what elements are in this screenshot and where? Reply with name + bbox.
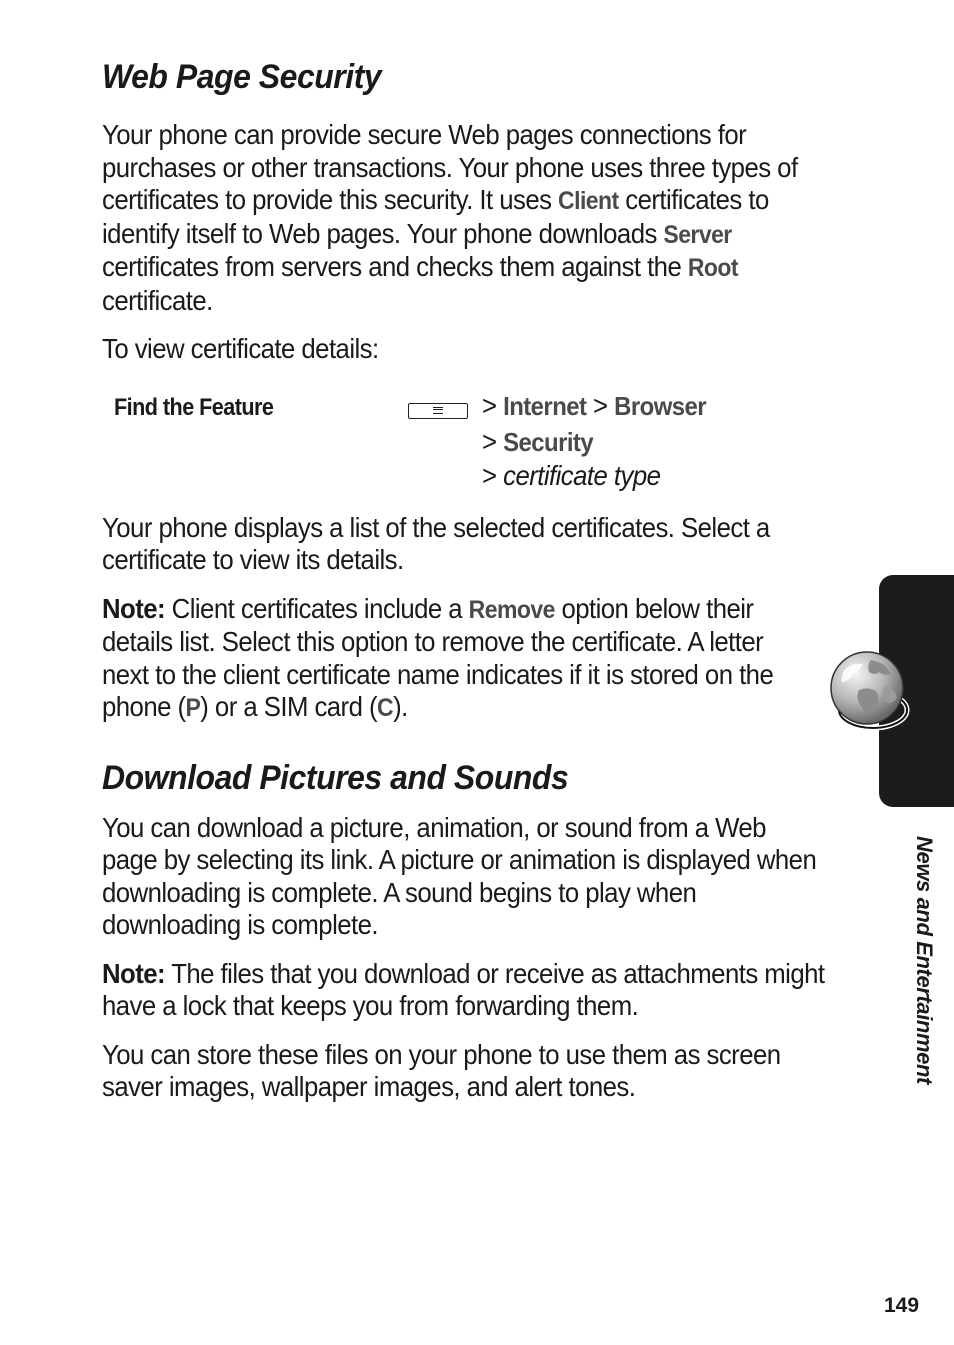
chapter-side-label: News and Entertainment (912, 836, 937, 1084)
page-content (102, 58, 847, 1104)
menu-item-internet: Internet (503, 390, 587, 421)
keyword-server: Server (663, 220, 732, 249)
paragraph-certificate-list: Your phone displays a list of the selected certificates. Select a certificate to view its details. (102, 511, 770, 575)
globe-icon (829, 650, 911, 736)
menu-item-security: Security (503, 426, 594, 457)
menu-item-browser: Browser (614, 390, 707, 421)
find-feature-label: Find the Feature (114, 393, 274, 421)
section-title-download-pictures-and-sounds: Download Pictures and Sounds (102, 758, 569, 797)
paragraph-view-details: To view certificate details: (102, 333, 379, 364)
keyword-p: P (185, 694, 201, 722)
feature-path-line-3: > certificate type (482, 459, 661, 491)
paragraph-download-intro: You can download a picture, animation, or sound from a Web page by selecting its link. A picture or animation is displayed when downloading is complete. A sound begins to play when downloading is complete. (102, 811, 817, 940)
note-file-lock: Note: The files that you download or receive as attachments might have a lock that keeps you from forwarding them. (102, 957, 825, 1021)
keyword-c: C (376, 694, 394, 722)
menu-key-icon (408, 403, 468, 419)
keyword-remove: Remove (468, 595, 555, 624)
menu-item-certificate-type: certificate type (503, 459, 661, 491)
keyword-client: Client (558, 187, 619, 215)
note-client-certificates: Note: Client certificates include a Remove option below their details list. Select this option to remove the certificate. A letter next to the client certificate name indicates if it is stored on the phone (P) or a SIM card (C). (102, 592, 774, 722)
feature-path-line-2: > Security (482, 425, 594, 457)
page-number: 149 (884, 1294, 920, 1317)
keyword-root: Root (687, 254, 739, 282)
feature-path-line-1: > Internet > Browser (482, 389, 707, 421)
paragraph-store-files: You can store these files on your phone to use them as screen saver images, wallpaper images, and alert tones. (102, 1038, 781, 1102)
find-the-feature-block (102, 388, 847, 516)
paragraph-certificates-intro: Your phone can provide secure Web pages connections for purchases or other transactions. Your phone uses three types of certificates to provide this security. It uses Client certificates to identify itself to Web pages. Your phone downloads Server certificates from servers and checks them against the Root certificate. (102, 119, 798, 316)
section-title-web-page-security: Web Page Security (102, 58, 382, 96)
